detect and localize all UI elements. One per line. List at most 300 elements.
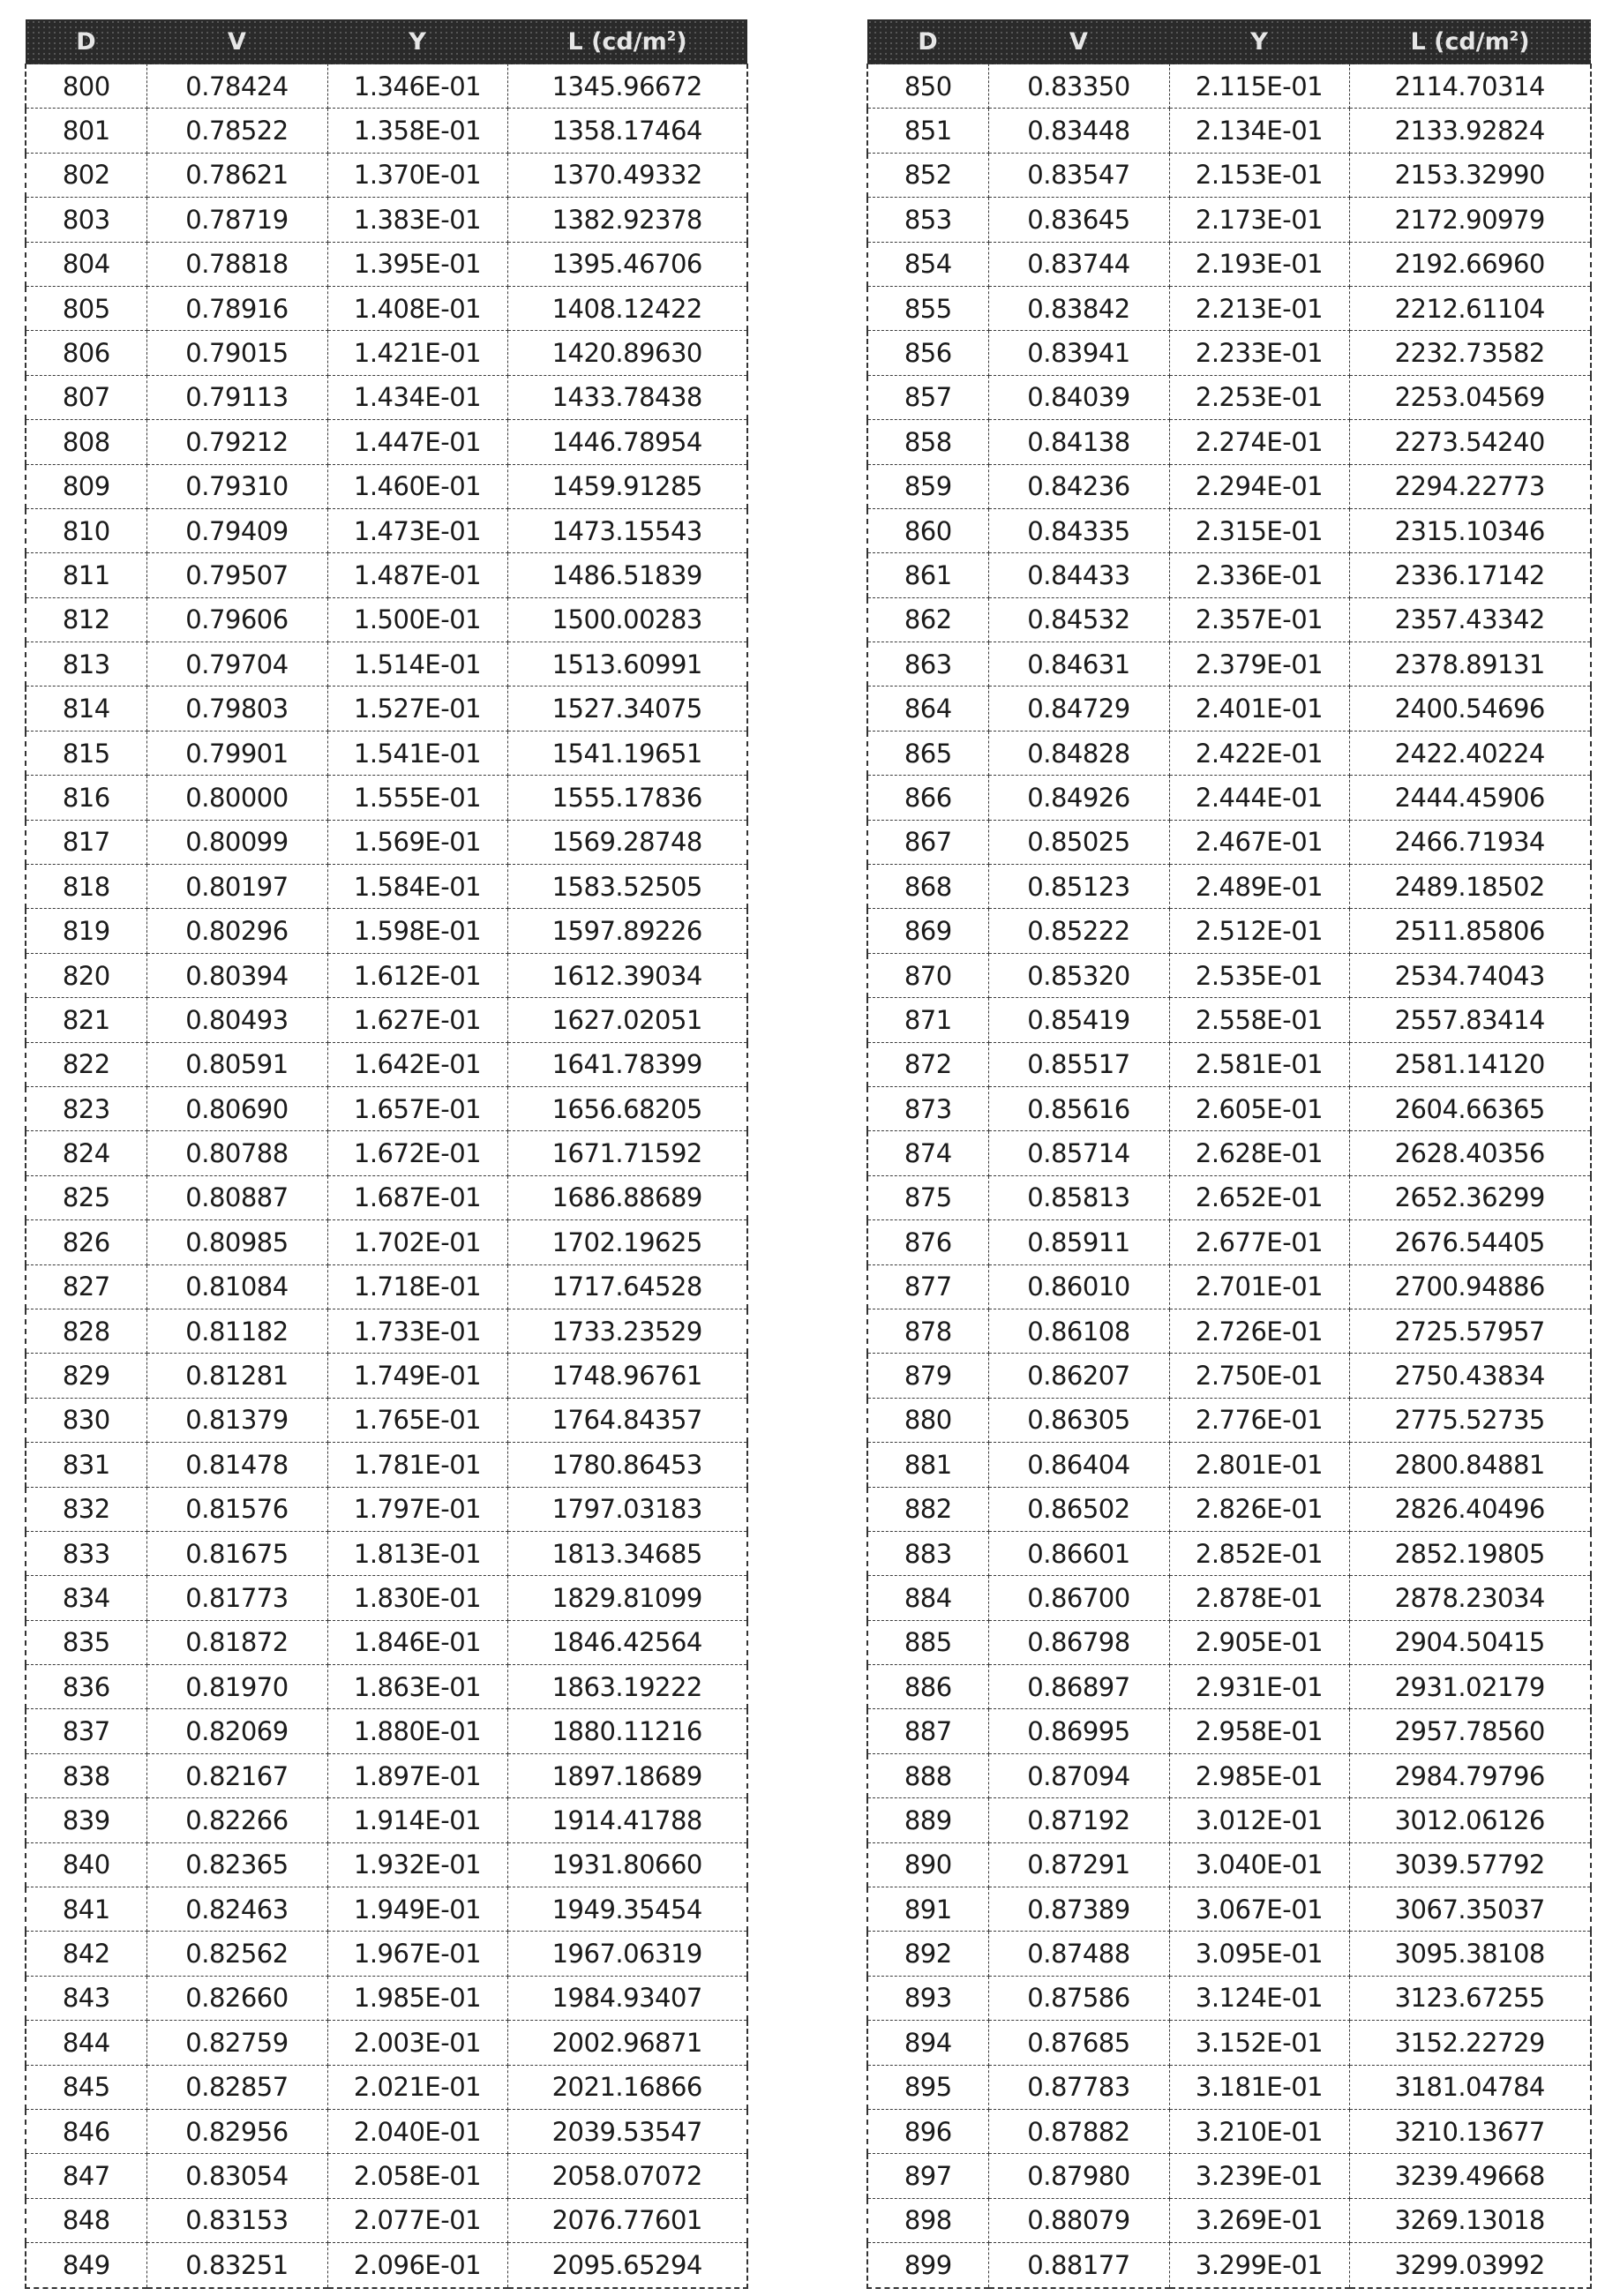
header-luminance: [507, 19, 747, 64]
table-row: [26, 1620, 747, 1664]
cell-d: 859: [867, 464, 988, 508]
table-row: [26, 909, 747, 953]
cell-v: 0.86601: [988, 1531, 1169, 1575]
cell-y: 2.357E-01: [1169, 597, 1349, 642]
cell-d: 839: [26, 1798, 146, 1842]
cell-v: 0.86010: [988, 1264, 1169, 1309]
cell-d: 827: [26, 1264, 146, 1309]
cell-luminance: 2957.78560: [1349, 1709, 1591, 1753]
cell-v: 0.86995: [988, 1709, 1169, 1753]
table-row: [867, 687, 1591, 731]
cell-luminance: 2489.18502: [1349, 865, 1591, 909]
cell-y: 1.897E-01: [327, 1753, 507, 1797]
cell-luminance: 2931.02179: [1349, 1665, 1591, 1709]
cell-luminance: 1358.17464: [507, 109, 747, 153]
cell-luminance: 2153.32990: [1349, 153, 1591, 197]
cell-luminance: 2775.52735: [1349, 1398, 1591, 1442]
cell-v: 0.86502: [988, 1487, 1169, 1531]
cell-y: 2.535E-01: [1169, 953, 1349, 997]
cell-d: 830: [26, 1398, 146, 1442]
cell-y: 2.701E-01: [1169, 1264, 1349, 1309]
cell-luminance: 2039.53547: [507, 2109, 747, 2153]
cell-v: 0.81675: [146, 1531, 327, 1575]
cell-y: 2.315E-01: [1169, 508, 1349, 552]
cell-luminance: 3181.04784: [1349, 2065, 1591, 2109]
cell-luminance: 2700.94886: [1349, 1264, 1591, 1309]
cell-v: 0.79901: [146, 731, 327, 775]
cell-d: 811: [26, 553, 146, 597]
cell-v: 0.80000: [146, 776, 327, 820]
cell-luminance: 2904.50415: [1349, 1620, 1591, 1664]
table-row: [867, 1753, 1591, 1797]
cell-v: 0.85911: [988, 1220, 1169, 1264]
cell-v: 0.84926: [988, 776, 1169, 820]
cell-y: 1.612E-01: [327, 953, 507, 997]
cell-luminance: 2444.45906: [1349, 776, 1591, 820]
cell-y: 1.702E-01: [327, 1220, 507, 1264]
table-row: [26, 64, 747, 109]
cell-d: 840: [26, 1842, 146, 1887]
cell-luminance: 1748.96761: [507, 1354, 747, 1398]
table-row: [26, 1576, 747, 1620]
table-row: [867, 2198, 1591, 2242]
table-row: [867, 242, 1591, 286]
cell-luminance: 2422.40224: [1349, 731, 1591, 775]
cell-d: 826: [26, 1220, 146, 1264]
cell-v: 0.80394: [146, 953, 327, 997]
cell-y: 2.558E-01: [1169, 998, 1349, 1042]
cell-luminance: 1949.35454: [507, 1887, 747, 1932]
table-row: [867, 420, 1591, 464]
cell-v: 0.82266: [146, 1798, 327, 1842]
cell-v: 0.79606: [146, 597, 327, 642]
cell-v: 0.78916: [146, 286, 327, 330]
cell-v: 0.80296: [146, 909, 327, 953]
cell-v: 0.81182: [146, 1309, 327, 1353]
cell-v: 0.85025: [988, 820, 1169, 864]
table-body: [26, 64, 747, 2288]
cell-d: 854: [867, 242, 988, 286]
cell-y: 2.677E-01: [1169, 1220, 1349, 1264]
cell-d: 871: [867, 998, 988, 1042]
cell-luminance: 2095.65294: [507, 2243, 747, 2288]
cell-v: 0.87389: [988, 1887, 1169, 1932]
table-row: [26, 2243, 747, 2288]
cell-v: 0.87685: [988, 2021, 1169, 2065]
cell-v: 0.85813: [988, 1175, 1169, 1219]
cell-y: 1.447E-01: [327, 420, 507, 464]
table-row: [867, 1842, 1591, 1887]
cell-y: 1.408E-01: [327, 286, 507, 330]
table-row: [26, 953, 747, 997]
cell-v: 0.82167: [146, 1753, 327, 1797]
cell-luminance: 1486.51839: [507, 553, 747, 597]
cell-luminance: 2058.07072: [507, 2154, 747, 2198]
cell-y: 2.581E-01: [1169, 1042, 1349, 1086]
cell-d: 852: [867, 153, 988, 197]
cell-y: 1.830E-01: [327, 1576, 507, 1620]
cell-y: 1.555E-01: [327, 776, 507, 820]
cell-d: 806: [26, 331, 146, 375]
header-y: Y: [327, 19, 507, 64]
table-row: [26, 1309, 747, 1353]
cell-luminance: 2984.79796: [1349, 1753, 1591, 1797]
cell-luminance: 1702.19625: [507, 1220, 747, 1264]
cell-v: 0.78621: [146, 153, 327, 197]
table-row: [26, 1709, 747, 1753]
cell-d: 837: [26, 1709, 146, 1753]
cell-y: 2.040E-01: [327, 2109, 507, 2153]
table-row: [26, 286, 747, 330]
cell-d: 849: [26, 2243, 146, 2288]
cell-v: 0.80788: [146, 1131, 327, 1175]
table-row: [867, 1354, 1591, 1398]
cell-d: 882: [867, 1487, 988, 1531]
table-row: [867, 1086, 1591, 1130]
table-row: [26, 420, 747, 464]
table-row: [26, 1086, 747, 1130]
cell-d: 858: [867, 420, 988, 464]
cell-luminance: 2750.43834: [1349, 1354, 1591, 1398]
table-row: [867, 1131, 1591, 1175]
table-row: [867, 1443, 1591, 1487]
header-l-text: L (cd/m: [567, 27, 667, 56]
table-row: [26, 153, 747, 197]
table-row: [867, 1264, 1591, 1309]
table-row: [867, 153, 1591, 197]
cell-y: 1.672E-01: [327, 1131, 507, 1175]
cell-d: 868: [867, 865, 988, 909]
table-row: [26, 642, 747, 687]
header-l-text: L (cd/m: [1410, 27, 1510, 56]
cell-y: 1.985E-01: [327, 1976, 507, 2020]
cell-luminance: 2652.36299: [1349, 1175, 1591, 1219]
cell-y: 1.460E-01: [327, 464, 507, 508]
table-row: [867, 1220, 1591, 1264]
table-row: [867, 1709, 1591, 1753]
cell-d: 887: [867, 1709, 988, 1753]
cell-luminance: 2002.96871: [507, 2021, 747, 2065]
table-row: [26, 375, 747, 419]
cell-v: 0.87192: [988, 1798, 1169, 1842]
cell-y: 2.985E-01: [1169, 1753, 1349, 1797]
cell-y: 1.569E-01: [327, 820, 507, 864]
cell-luminance: 1641.78399: [507, 1042, 747, 1086]
cell-d: 879: [867, 1354, 988, 1398]
cell-v: 0.83350: [988, 64, 1169, 109]
cell-d: 821: [26, 998, 146, 1042]
cell-luminance: 2725.57957: [1349, 1309, 1591, 1353]
cell-v: 0.80690: [146, 1086, 327, 1130]
table-row: [26, 1665, 747, 1709]
cell-d: 862: [867, 597, 988, 642]
cell-y: 3.067E-01: [1169, 1887, 1349, 1932]
cell-v: 0.85123: [988, 865, 1169, 909]
cell-y: 2.274E-01: [1169, 420, 1349, 464]
header-d: D: [26, 19, 146, 64]
cell-y: 2.512E-01: [1169, 909, 1349, 953]
table-row: [26, 2198, 747, 2242]
table-row: [26, 1753, 747, 1797]
cell-v: 0.86798: [988, 1620, 1169, 1664]
cell-v: 0.79015: [146, 331, 327, 375]
cell-v: 0.85320: [988, 953, 1169, 997]
cell-v: 0.84039: [988, 375, 1169, 419]
cell-d: 866: [867, 776, 988, 820]
cell-y: 1.813E-01: [327, 1531, 507, 1575]
cell-v: 0.85616: [988, 1086, 1169, 1130]
cell-luminance: 3067.35037: [1349, 1887, 1591, 1932]
cell-v: 0.80591: [146, 1042, 327, 1086]
cell-d: 841: [26, 1887, 146, 1932]
cell-y: 3.299E-01: [1169, 2243, 1349, 2288]
cell-d: 870: [867, 953, 988, 997]
cell-v: 0.84532: [988, 597, 1169, 642]
table-row: [26, 998, 747, 1042]
cell-d: 815: [26, 731, 146, 775]
table-row: [26, 508, 747, 552]
cell-luminance: 3299.03992: [1349, 2243, 1591, 2288]
cell-v: 0.84433: [988, 553, 1169, 597]
cell-luminance: 1597.89226: [507, 909, 747, 953]
table-row: [26, 1976, 747, 2020]
cell-luminance: 3039.57792: [1349, 1842, 1591, 1887]
cell-luminance: 1569.28748: [507, 820, 747, 864]
cell-d: 850: [867, 64, 988, 109]
cell-v: 0.84729: [988, 687, 1169, 731]
cell-v: 0.85714: [988, 1131, 1169, 1175]
cell-d: 846: [26, 2109, 146, 2153]
cell-luminance: 1513.60991: [507, 642, 747, 687]
table-row: [26, 553, 747, 597]
table-row: [867, 998, 1591, 1042]
table-row: [867, 286, 1591, 330]
cell-luminance: 3269.13018: [1349, 2198, 1591, 2242]
cell-v: 0.86305: [988, 1398, 1169, 1442]
cell-v: 0.82759: [146, 2021, 327, 2065]
cell-y: 2.077E-01: [327, 2198, 507, 2242]
cell-y: 3.269E-01: [1169, 2198, 1349, 2242]
table-row: [26, 1220, 747, 1264]
header-d: D: [867, 19, 988, 64]
cell-luminance: 1370.49332: [507, 153, 747, 197]
cell-d: 853: [867, 198, 988, 242]
cell-luminance: 2826.40496: [1349, 1487, 1591, 1531]
cell-y: 2.379E-01: [1169, 642, 1349, 687]
cell-d: 875: [867, 1175, 988, 1219]
cell-luminance: 2294.22773: [1349, 464, 1591, 508]
cell-d: 893: [867, 1976, 988, 2020]
cell-v: 0.84236: [988, 464, 1169, 508]
table-row: [26, 731, 747, 775]
cell-d: 829: [26, 1354, 146, 1398]
cell-v: 0.79507: [146, 553, 327, 597]
cell-y: 2.878E-01: [1169, 1576, 1349, 1620]
cell-y: 2.958E-01: [1169, 1709, 1349, 1753]
cell-y: 2.115E-01: [1169, 64, 1349, 109]
cell-v: 0.85517: [988, 1042, 1169, 1086]
cell-d: 867: [867, 820, 988, 864]
cell-luminance: 1914.41788: [507, 1798, 747, 1842]
table-row: [867, 1798, 1591, 1842]
table-row: [26, 198, 747, 242]
cell-luminance: 2800.84881: [1349, 1443, 1591, 1487]
cell-d: 844: [26, 2021, 146, 2065]
cell-luminance: 2511.85806: [1349, 909, 1591, 953]
cell-v: 0.87783: [988, 2065, 1169, 2109]
cell-v: 0.79704: [146, 642, 327, 687]
table-row: [26, 1354, 747, 1398]
cell-v: 0.86207: [988, 1354, 1169, 1398]
table-row: [867, 953, 1591, 997]
table-row: [26, 2065, 747, 2109]
cell-v: 0.82660: [146, 1976, 327, 2020]
cell-luminance: 1764.84357: [507, 1398, 747, 1442]
cell-y: 2.401E-01: [1169, 687, 1349, 731]
cell-y: 1.500E-01: [327, 597, 507, 642]
cell-luminance: 2628.40356: [1349, 1131, 1591, 1175]
cell-d: 889: [867, 1798, 988, 1842]
cell-v: 0.83842: [988, 286, 1169, 330]
table-row: [26, 1798, 747, 1842]
luminance-table-right: [866, 19, 1592, 2289]
cell-d: 808: [26, 420, 146, 464]
cell-luminance: 2378.89131: [1349, 642, 1591, 687]
cell-d: 894: [867, 2021, 988, 2065]
cell-v: 0.87586: [988, 1976, 1169, 2020]
table-row: [26, 1264, 747, 1309]
cell-d: 898: [867, 2198, 988, 2242]
cell-luminance: 2021.16866: [507, 2065, 747, 2109]
cell-luminance: 1446.78954: [507, 420, 747, 464]
cell-y: 1.863E-01: [327, 1665, 507, 1709]
table-row: [867, 2021, 1591, 2065]
cell-v: 0.83744: [988, 242, 1169, 286]
cell-v: 0.79409: [146, 508, 327, 552]
cell-d: 823: [26, 1086, 146, 1130]
header-row: [26, 19, 747, 64]
cell-v: 0.86897: [988, 1665, 1169, 1709]
table-row: [867, 820, 1591, 864]
cell-y: 1.370E-01: [327, 153, 507, 197]
cell-y: 1.395E-01: [327, 242, 507, 286]
table-row: [26, 1443, 747, 1487]
header-v: V: [988, 19, 1169, 64]
cell-d: 803: [26, 198, 146, 242]
cell-luminance: 1555.17836: [507, 776, 747, 820]
cell-d: 890: [867, 1842, 988, 1887]
cell-v: 0.83153: [146, 2198, 327, 2242]
cell-y: 2.826E-01: [1169, 1487, 1349, 1531]
cell-luminance: 1984.93407: [507, 1976, 747, 2020]
cell-luminance: 3012.06126: [1349, 1798, 1591, 1842]
cell-v: 0.79310: [146, 464, 327, 508]
cell-y: 1.642E-01: [327, 1042, 507, 1086]
cell-luminance: 3210.13677: [1349, 2109, 1591, 2153]
table-row: [26, 1042, 747, 1086]
cell-luminance: 1395.46706: [507, 242, 747, 286]
header-l-close: ): [1519, 27, 1530, 56]
table-row: [867, 731, 1591, 775]
cell-d: 897: [867, 2154, 988, 2198]
cell-d: 847: [26, 2154, 146, 2198]
cell-d: 863: [867, 642, 988, 687]
cell-luminance: 1583.52505: [507, 865, 747, 909]
cell-y: 1.527E-01: [327, 687, 507, 731]
cell-luminance: 2273.54240: [1349, 420, 1591, 464]
cell-d: 828: [26, 1309, 146, 1353]
cell-d: 835: [26, 1620, 146, 1664]
cell-y: 1.718E-01: [327, 1264, 507, 1309]
cell-v: 0.82365: [146, 1842, 327, 1887]
cell-d: 891: [867, 1887, 988, 1932]
cell-d: 855: [867, 286, 988, 330]
cell-v: 0.86108: [988, 1309, 1169, 1353]
cell-v: 0.86700: [988, 1576, 1169, 1620]
cell-d: 874: [867, 1131, 988, 1175]
cell-y: 3.239E-01: [1169, 2154, 1349, 2198]
table-row: [26, 109, 747, 153]
cell-luminance: 2232.73582: [1349, 331, 1591, 375]
table-row: [867, 1932, 1591, 1976]
cell-d: 832: [26, 1487, 146, 1531]
cell-y: 1.967E-01: [327, 1932, 507, 1976]
cell-luminance: 2357.43342: [1349, 597, 1591, 642]
header-l-close: ): [676, 27, 687, 56]
cell-y: 2.153E-01: [1169, 153, 1349, 197]
cell-y: 2.605E-01: [1169, 1086, 1349, 1130]
header-v: V: [146, 19, 327, 64]
cell-y: 1.797E-01: [327, 1487, 507, 1531]
table-row: [867, 375, 1591, 419]
cell-luminance: 1408.12422: [507, 286, 747, 330]
cell-d: 813: [26, 642, 146, 687]
cell-y: 1.687E-01: [327, 1175, 507, 1219]
cell-luminance: 2212.61104: [1349, 286, 1591, 330]
cell-luminance: 2852.19805: [1349, 1531, 1591, 1575]
cell-luminance: 2534.74043: [1349, 953, 1591, 997]
table-row: [867, 642, 1591, 687]
cell-luminance: 2878.23034: [1349, 1576, 1591, 1620]
cell-d: 895: [867, 2065, 988, 2109]
table-row: [867, 2243, 1591, 2288]
cell-d: 822: [26, 1042, 146, 1086]
cell-v: 0.82956: [146, 2109, 327, 2153]
cell-y: 3.095E-01: [1169, 1932, 1349, 1976]
cell-luminance: 1897.18689: [507, 1753, 747, 1797]
cell-d: 899: [867, 2243, 988, 2288]
cell-d: 802: [26, 153, 146, 197]
cell-d: 883: [867, 1531, 988, 1575]
cell-luminance: 2604.66365: [1349, 1086, 1591, 1130]
table-row: [867, 64, 1591, 109]
cell-luminance: 1863.19222: [507, 1665, 747, 1709]
cell-y: 2.253E-01: [1169, 375, 1349, 419]
cell-v: 0.81084: [146, 1264, 327, 1309]
cell-v: 0.78719: [146, 198, 327, 242]
cell-y: 2.931E-01: [1169, 1665, 1349, 1709]
cell-luminance: 2676.54405: [1349, 1220, 1591, 1264]
cell-luminance: 3239.49668: [1349, 2154, 1591, 2198]
table-row: [867, 331, 1591, 375]
cell-y: 2.336E-01: [1169, 553, 1349, 597]
table-row: [26, 2021, 747, 2065]
cell-v: 0.87488: [988, 1932, 1169, 1976]
header-y: Y: [1169, 19, 1349, 64]
cell-v: 0.87980: [988, 2154, 1169, 2198]
cell-d: 831: [26, 1443, 146, 1487]
cell-y: 2.628E-01: [1169, 1131, 1349, 1175]
